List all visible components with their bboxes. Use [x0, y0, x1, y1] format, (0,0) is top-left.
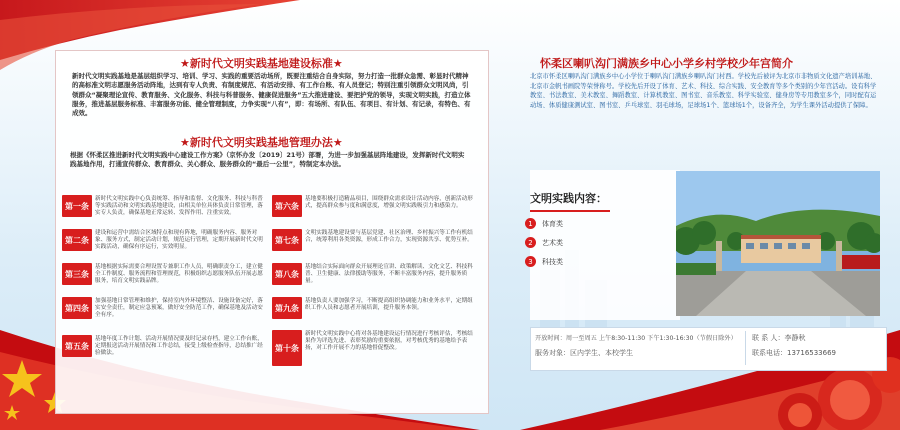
content-title: 文明实践内容： — [530, 192, 607, 205]
article-label: 第七条 — [272, 229, 302, 251]
article-label: 第二条 — [62, 229, 92, 251]
article-text: 新时代文明实践中心将对各基地建设运行情况进行考核评估，考核结果作为评选先进、表彰奖励的重要依据，对考核优秀的基地给予表扬，对工作开展不力的基地督促整改。 — [305, 331, 473, 351]
standard-text: 新时代文明实践基地是基层组织学习、培训、学习、实践的重要活动场所，既要注重结合自身实际，努力打造一批群众急需、彰显时代精神的高标准文明志愿服务活动阵地，达到有专人负责、有制度规范、有活动安排、有工作台账、有人员登记；特别注重引领群众文明风尚，引领群众“凝聚理论宣传、教育服务、文化服务、科技与科普服务、健康促进服务”五大推进建设、要把护党的领导，实现文明实践，打造立体服务，推进基层服务标准、丰富服务功能、健全管理制度，力争实现“八有”，即：有场所、有队伍、有项目、有计划、有记录，有特色、有成效。 — [72, 72, 471, 118]
category-number: 2 — [525, 237, 536, 248]
article-label: 第三条 — [62, 263, 92, 285]
service-target: 服务对象：区内学生、本校学生 — [535, 349, 633, 357]
category-item-1 — [525, 218, 563, 229]
info-divider — [745, 331, 746, 365]
category-name: 科技类 — [542, 257, 563, 266]
article-text: 基地年度工作计划、活动开展情况要及时记录存档，建立工作台账，定期报送活动开展情况和工作总结，接受上级检查指导，总结推广经验做法。 — [95, 336, 263, 356]
article-label: 第六条 — [272, 195, 302, 217]
standard-title: ★新时代文明实践基地建设标准★ — [180, 57, 343, 70]
article-9 — [272, 297, 480, 321]
contact-phone: 联系电话：13716533669 — [752, 349, 836, 357]
article-6 — [272, 195, 480, 219]
management-title: ★新时代文明实践基地管理办法★ — [180, 136, 343, 149]
article-7 — [272, 229, 480, 253]
article-3 — [62, 263, 270, 287]
category-item-2 — [525, 237, 563, 248]
article-label: 第十条 — [272, 330, 302, 366]
article-text: 基地负责人要加强学习，不断提高组织协调能力和业务水平，定期组织工作人员和志愿者开展培训，提升服务本领。 — [305, 298, 473, 311]
category-name: 艺术类 — [542, 238, 563, 247]
management-intro: 根据《怀柔区推进新时代文明实践中心建设工作方案》（京怀办发〔2019〕21号）部署，为进一步加强基层阵地建设，发挥新时代文明实践基地作用，打通宣传群众、教育群众、关心群众、服务群众的“最后一公里”，特制定本办法。 — [70, 151, 465, 169]
article-text: 文明实践基地建设要与基层党建、社区治理、乡村振兴等工作有机结合，统筹利用各类资源，形成工作合力，实现资源共享、优势互补。 — [305, 230, 473, 243]
article-text: 加强基地日常管理和维护，保持室内外环境整洁、设施设备完好，落实安全责任，制定应急预案，做好安全防范工作，确保基地及活动安全有序。 — [95, 298, 263, 318]
category-name: 体育类 — [542, 219, 563, 228]
article-10 — [272, 330, 480, 368]
article-4 — [62, 297, 270, 321]
open-time: 开放时间：周一至周五 上午8:30-11:30 下午1:30-16:30（节假日除外） — [535, 335, 737, 342]
school-photo — [676, 171, 880, 316]
article-label: 第四条 — [62, 297, 92, 319]
article-8 — [272, 263, 480, 287]
content-divider — [530, 210, 610, 212]
article-2 — [62, 229, 270, 253]
article-1 — [62, 195, 270, 219]
category-number: 1 — [525, 218, 536, 229]
school-title: 怀柔区喇叭沟门满族乡中心小学乡村学校少年宫简介 — [540, 57, 793, 70]
article-text: 建设和运营中需结合区域特点和现有阵地，明确服务内容、服务对象、服务方式，制定活动计划，规范运行管理，定期开展新时代文明实践活动，确保有序运行，实效明显。 — [95, 230, 263, 250]
article-text: 基地要积极打造精品项目，围绕群众需求设计活动内容，创新活动形式，提高群众参与度和满意度，增强文明实践吸引力和感染力。 — [305, 196, 473, 209]
article-label: 第一条 — [62, 195, 92, 217]
category-number: 3 — [525, 256, 536, 267]
article-5 — [62, 335, 270, 359]
article-label: 第八条 — [272, 263, 302, 285]
article-label: 第五条 — [62, 335, 92, 357]
category-item-3 — [525, 256, 563, 267]
school-intro: 北京市怀柔区喇叭沟门满族乡中心小学位于喇叭沟门满族乡喇叭沟门村西。学校先后被评为北京市非物质文化遗产培训基地、北京市金帆书画院等荣誉称号。学校先后开设了体育、艺术、科技、综合实践、安全教育等多个类别的少年宫活动。设有科学教室、书法教室、美术教室、舞蹈教室、计算机教室、图书室、音乐教室、科学实验室、健身房等专用教室多个，同时配有运动场、体质健康测试室、图书室、乒乓球室、羽毛球场，足球场1个、篮球场1个，设备齐全，为学生课外活动提供了保障。 — [530, 73, 877, 109]
contact-person: 联 系 人：李静秋 — [752, 334, 806, 342]
article-label: 第九条 — [272, 297, 302, 319]
article-text: 新时代文明实践中心负责统筹、指导和监督、文化服务、科技与科普等实践活动和文明实践基地建设，由相关单位具体负责日常管理，落实专人负责，确保基地正常运转、发挥作用、注重实效。 — [95, 196, 263, 216]
article-text: 基地根据实际需要合理设置专兼职工作人员，明确职责分工，建立健全工作制度、服务流程和管理规范，积极组织志愿服务队伍开展志愿服务，培育文明实践品牌。 — [95, 264, 263, 284]
article-text: 基地结合实际面向群众开展理论宣讲、政策解读、文化文艺、科技科普、卫生健康、法律援助等服务，不断丰富服务内容，提升服务质量。 — [305, 264, 473, 284]
